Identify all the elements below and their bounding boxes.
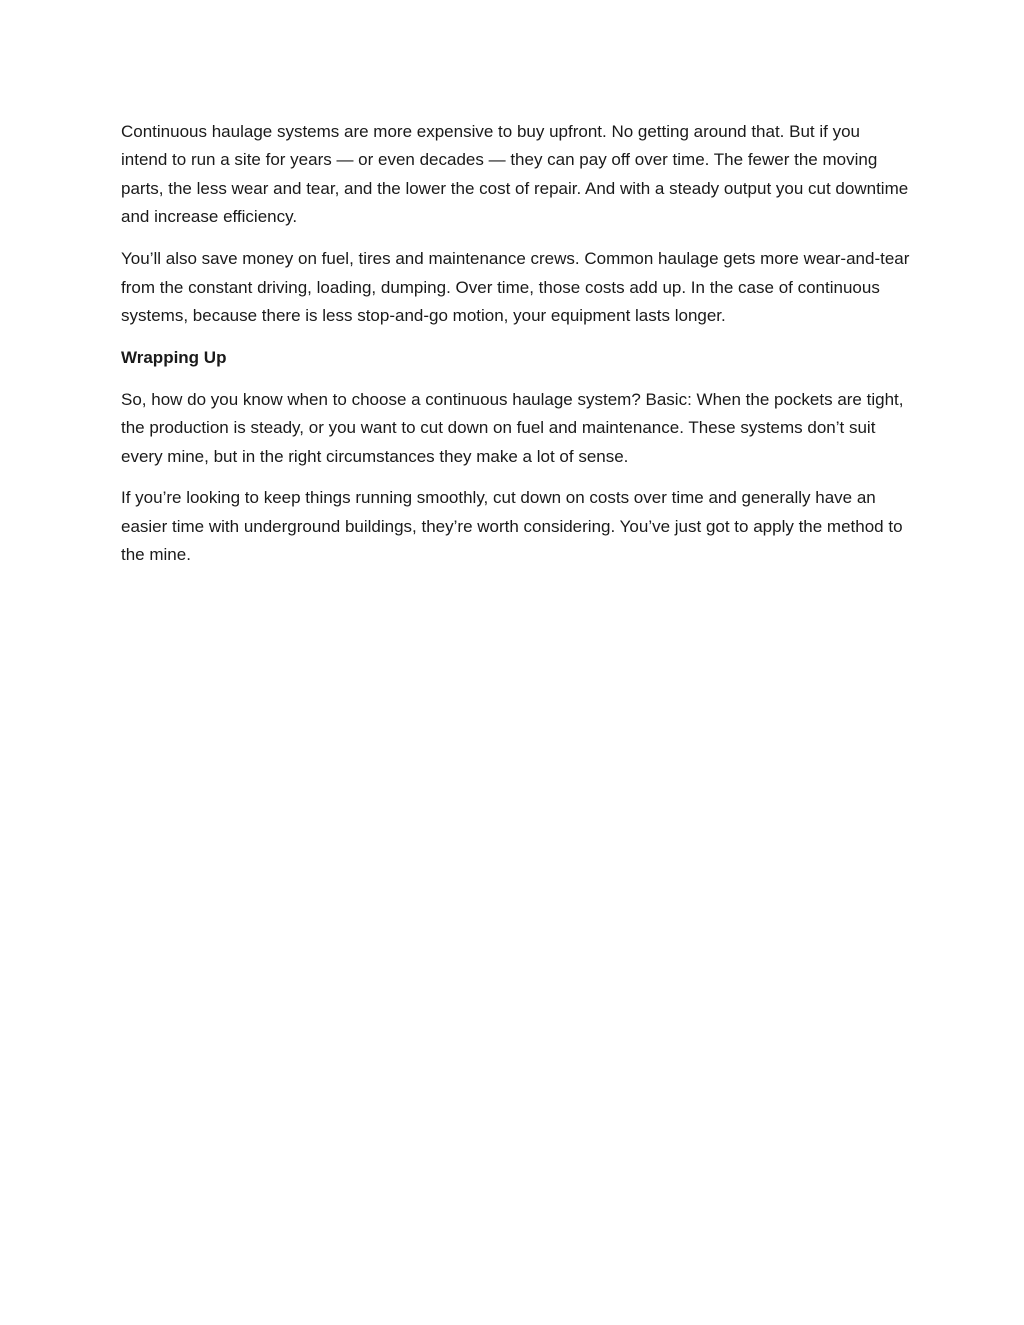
paragraph-cost-benefits: Continuous haulage systems are more expensive to buy upfront. No getting around that. But if you intend to run a site for years — or even decades — they can pay off over time. The fewer the moving parts, the less wear and tear, and the lower the cost of repair. And with a steady output you cut downtime and increase efficiency. — [121, 122, 909, 227]
paragraph-savings: You’ll also save money on fuel, tires and maintenance crews. Common haulage gets more wear-and-tear from the constant driving, loading, dumping. Over time, those costs add up. In the case of continuous systems, because there is less stop-and-go motion, your equipment lasts longer. — [121, 249, 910, 325]
paragraph-when-to-choose: So, how do you know when to choose a continuous haulage system? Basic: When the pockets are tight, the production is steady, or you want to cut down on fuel and maintenance. These systems don’t suit every mine, but in the right circumstances they make a lot of sense. — [121, 389, 904, 466]
section-heading: Wrapping Up — [121, 347, 227, 367]
paragraph-conclusion: If you’re looking to keep things running smoothly, cut down on costs over time and generally have an easier time with underground buildings, they’re worth considering. You’ve just got to apply the method to the mine. — [121, 488, 903, 565]
document-body — [121, 118, 911, 583]
